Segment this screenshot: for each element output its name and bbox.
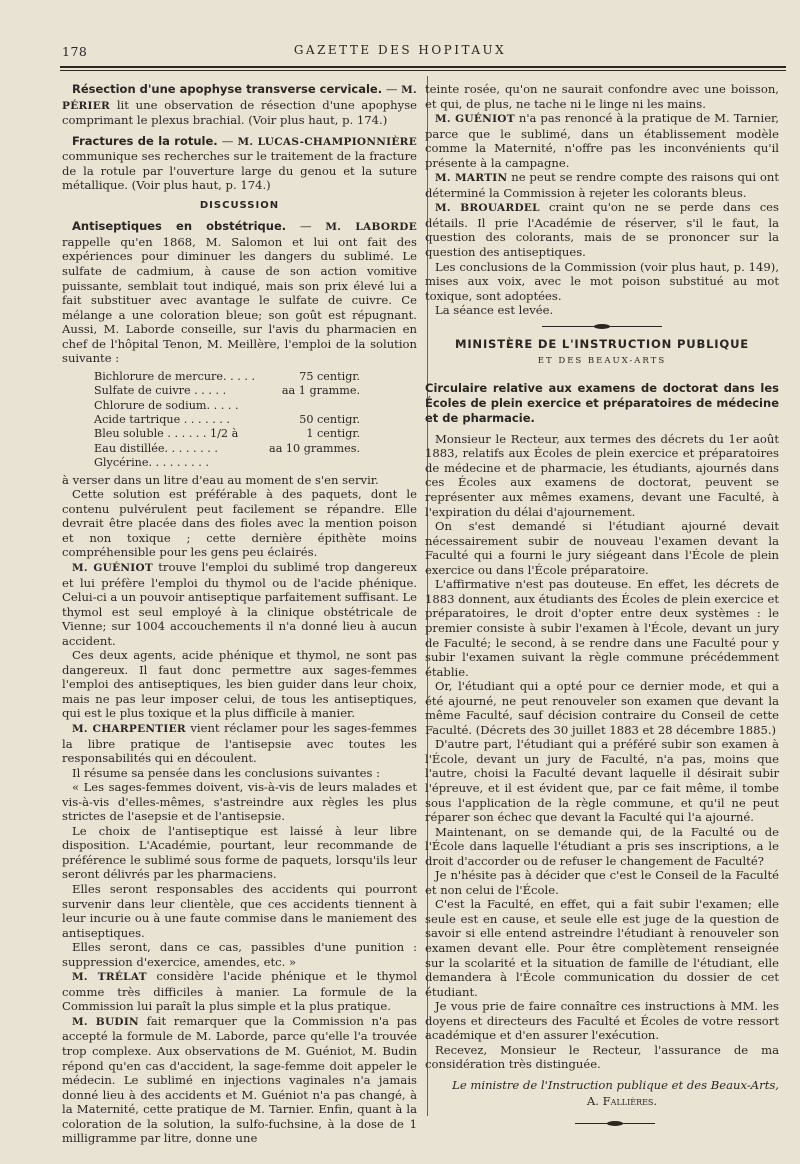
paragraph: Les conclusions de la Commission (voir plus haut, p. 149), mises aux voix, avec le mot poison substitué au mot toxique, sont adoptées. [425, 259, 779, 303]
ministry-heading: MINISTÈRE DE L'INSTRUCTION PUBLIQUE [454, 336, 750, 351]
paragraph-gueniot: M. GUÉNIOT trouve l'emploi du sublimé trop dangereux et lui préfère l'emploi du thymol ou de l'acide phénique. Celui-ci a un pouvoir antiseptique parfaitement suffisant. Le thymol est seul employé à la clinique obstétricale de Vienne; sur 1004 accouchements il n'a donné lieu à aucun accident. [62, 559, 418, 648]
recipe-row: Bichlorure de mercure. . . . . 75 centigr. [94, 369, 361, 383]
recipe-row: Acide tartrique . . . . . . . 50 centigr. [94, 413, 361, 427]
recipe-table [90, 370, 364, 471]
paragraph: L'affirmative n'est pas douteuse. En effet, les décrets de 1883 donnent, aux étudiants des Écoles de plein exercice et préparatoires, le droit d'opter entre deux systèmes : le premier consiste à subir l'examen à l'École, devant un jury de Faculté; le second, à se rendre dans une Faculté pour y subir l'examen suivant la règle commune précédemment établie. [425, 577, 779, 679]
paragraph: Monsieur le Recteur, aux termes des décrets du 1er août 1883, relatifs aux Écoles de plein exercice et préparatoires de médecine et de pharmacie, les étudiants, ajournés dans ces Écoles aux examens de doctorat, peuvent se représenter aux mêmes examens, devant une Faculté, à l'expiration du délai d'ajournement. [425, 431, 779, 519]
paragraph: Maintenant, on se demande qui, de la Faculté ou de l'École dans laquelle l'étudiant a pris ses inscriptions, a le droit d'accorder ou de refuser le changement de Faculté? [425, 824, 779, 868]
paragraph: Je n'hésite pas à décider que c'est le Conseil de la Faculté et non celui de l'École. [425, 868, 779, 897]
page-number: 178 [62, 44, 88, 59]
paragraph: Il résume sa pensée dans les conclusions suivantes : [72, 765, 381, 780]
recipe-row: Sulfate de cuivre . . . . . aa 1 gramme. [94, 384, 361, 398]
paragraph: Or, l'étudiant qui a opté pour ce dernier mode, et qui a été ajourné, ne peut renouveler son examen que devant la même Faculté, sauf décision contraire du Conseil de cette Faculté. (Décrets des 30 juillet 1883 et 28 décembre 1885.) [425, 679, 779, 737]
recipe-row: Eau distillée. . . . . . . . aa 10 grammes. [94, 441, 361, 455]
paragraph: Elles seront responsables des accidents qui pourront survenir dans leur clientèle, que ces accidents tiennent à leur incurie ou à une faute commise dans le maniement des antiseptiques. [62, 882, 417, 940]
ministry-subheading: ET DES BEAUX-ARTS [537, 356, 667, 367]
header-rule [60, 66, 786, 68]
header-rule-thin [60, 70, 786, 71]
right-column [425, 82, 779, 1126]
paragraph-budin: M. BUDIN fait remarquer que la Commission n'a pas accepté la formule de M. Laborde, parce qu'elle l'a trouvée trop complexe. Aux observations de M. Guéniot, M. Budin répond qu'en cas d'accident, la sage-femme doit appeler le médecin. Le sublimé en injections vaginales n'a jamais donné lieu à des accidents et M. Guéniot n'a pas changé, à la Maternité, cette pratique de M. Tarnier. Enfin, quant à la coloration de la solution, la sulfo-fuchsine, à la dose de 1 milligramme par litre, donne une [62, 1013, 417, 1146]
signature-line: Le ministre de l'Instruction publique et des Beaux-Arts, [452, 1077, 779, 1092]
paragraph: On s'est demandé si l'étudiant ajourné devait nécessairement subir de nouveau l'examen devant la Faculté qui a fourni le jury siégeant dans l'École de plein exercice ou dans l'École préparatoire. [425, 519, 779, 577]
paragraph-brouardel: M. BROUARDEL craint qu'on ne se perde dans ces détails. Il prie l'Académie de réserver, s'il le faut, la question des colorants, mais de se prononcer sur la question des antiseptiques. [425, 200, 779, 260]
paragraph: à verser dans un litre d'eau au moment de s'en servir. [62, 472, 379, 487]
paragraph-trelat: M. TRÉLAT considère l'acide phénique et le thymol comme très difficiles à manier. La formule de la Commission lui paraît la plus simple et la plus pratique. [62, 969, 417, 1014]
section-rule [542, 326, 662, 329]
signer-name: A. Fallières. [586, 1094, 658, 1109]
discussion-heading: DISCUSSION [199, 199, 280, 211]
end-rule [575, 1123, 655, 1126]
paragraph: Recevez, Monsieur le Recteur, l'assurance de ma considération très distinguée. [425, 1042, 779, 1072]
paragraph: Je vous prie de faire connaître ces instructions à MM. les doyens et directeurs des Faculté et Écoles de votre ressort académique et d'en assurer l'exécution. [425, 999, 779, 1043]
left-column [62, 82, 417, 1146]
paragraph: teinte rosée, qu'on ne saurait confondre avec une boisson, et qui, de plus, ne tache ni le linge ni les mains. [425, 82, 779, 111]
paragraph: Cette solution est préférable à des paquets, dont le contenu pulvérulent peut facilement se répandre. Elle devrait être placée dans des fioles avec la mention poison et non toxique ; cette dernière épithète moins compréhensible pour les gens peu éclairés. [62, 487, 417, 560]
article-resection: Résection d'une apophyse transverse cervicale. — M. PÉRIER lit une observation de résection d'une apophyse comprimant le plexus brachial. (Voir plus haut, p. 174.) [62, 82, 418, 128]
circular-title: Circulaire relative aux examens de doctorat dans les Écoles de plein exercice et préparatoires de médecine et de pharmacie. [425, 380, 779, 425]
paragraph-gueniot: M. GUÉNIOT n'a pas renoncé à la pratique de M. Tarnier, parce que le sublimé, dans un établissement modèle comme la Maternité, n'offre pas les inconvénients qu'il présente à la campagne. [425, 111, 780, 170]
recipe-row: Chlorure de sodium. . . . . [94, 398, 239, 412]
running-head: GAZETTE DES HOPITAUX [293, 43, 507, 57]
paragraph: Le choix de l'antiseptique est laissé à leur libre disposition. L'Académie, pourtant, leur recommande de préférence le sublimé sous forme de paquets, lorsqu'ils leur seront délivrés par les pharmaciens. [62, 823, 417, 882]
paragraph: Ces deux agents, acide phénique et thymol, ne sont pas dangereux. Il faut donc permettre aux sages-femmes l'emploi des antiseptiques, les bien guider dans leur choix, mais ne pas leur imposer celui, de tous les antiseptiques, qui est le plus toxique et la plus difficile à manier. [62, 648, 417, 721]
recipe-row: Bleu soluble . . . . . . 1/2 à 1 centigr. [94, 427, 361, 441]
article-rotule: Fractures de la rotule. — M. LUCAS-CHAMPIONNIÈRE communique ses recherches sur le traitement de la fracture de la rotule par l'ouverture large du genou et la suture métallique. (Voir plus haut, p. 174.) [62, 133, 418, 193]
paragraph: « Les sages-femmes doivent, vis-à-vis de leurs malades et vis-à-vis d'elles-mêmes, s'astreindre aux règles les plus strictes de l'asepsie et de l'antisepsie. [62, 780, 417, 824]
article-antiseptiques: Antiseptiques en obstétrique. — M. LABORDE rappelle qu'en 1868, M. Salomon et lui ont fait des expériences pour diminuer les dangers du sublimé. Le sulfate de cadmium, à cause de son action vomitive puissante, semblait tout indiqué, mais son prix élevé lui a fait substituer avec avantage le sulfate de cuivre. Ce mélange a une coloration bleue; son goût est répugnant. Aussi, M. Laborde conseille, sur l'avis du pharmacien en chef de l'hôpital Tenon, M. Meillère, l'emploi de la solution suivante : [62, 219, 418, 366]
paragraph: La séance est levée. [435, 303, 554, 318]
paragraph: D'autre part, l'étudiant qui a préféré subir son examen à l'École, devant un jury de Faculté, n'a pas, moins que l'autre, choisi la Faculté devant laquelle il désirait subir l'épreuve, et il est évident que, par ce fait même, il tombe sous l'application de la règle commune, et qu'il ne peut réparer son échec que devant la Faculté qui l'a ajourné. [425, 737, 779, 825]
paragraph-charpentier: M. CHARPENTIER vient réclamer pour les sages-femmes la libre pratique de l'antisepsie avec toutes les responsabilités qui en découlent. [62, 720, 417, 766]
paragraph: C'est la Faculté, en effet, qui a fait subir l'examen; elle seule est en cause, et seule elle est juge de la question de savoir si elle entend astreindre l'étudiant à renouveler son examen devant elle. Pour être complètement renseignée sur la scolarité et la situation de famille de l'étudiant, elle demandera à l'École communication du dossier de cet étudiant. [425, 897, 779, 999]
paragraph-martin: M. MARTIN ne peut se rendre compte des raisons qui ont déterminé la Commission à rejeter les colorants bleus. [425, 170, 779, 200]
paragraph: Elles seront, dans ce cas, passibles d'une punition : suppression d'exercice, amendes, etc. » [62, 940, 417, 969]
recipe-row: Glycérine. . . . . . . . . [94, 456, 209, 470]
